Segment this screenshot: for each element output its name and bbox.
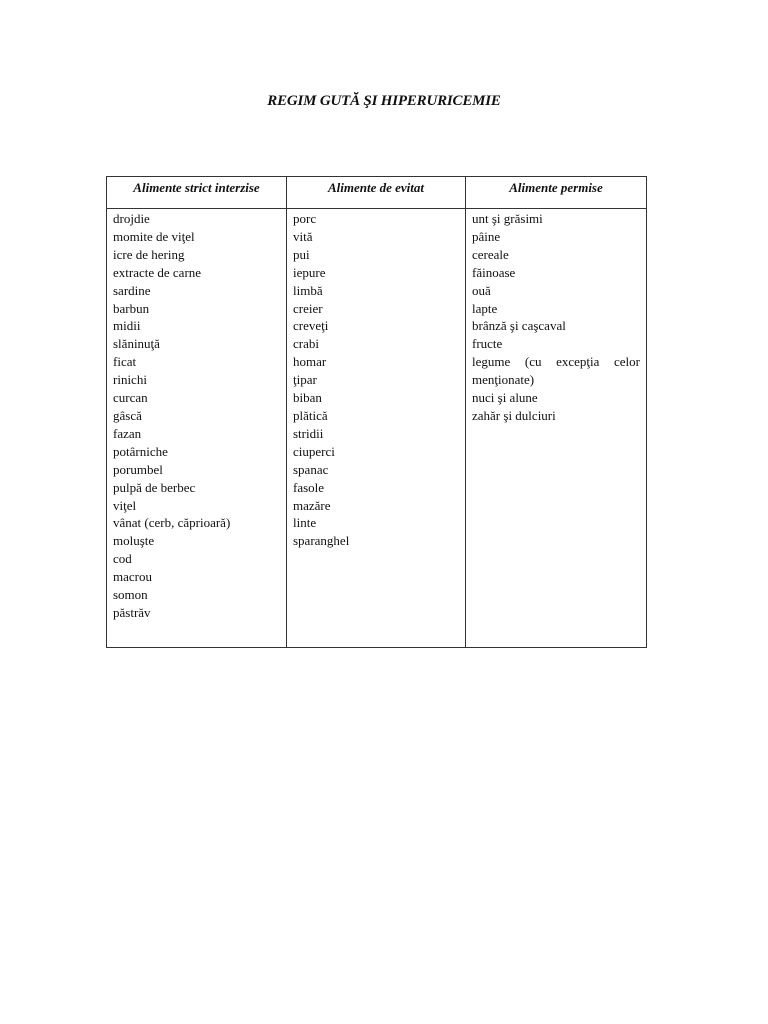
list-item: sardine (113, 282, 151, 298)
list-item: fasole (293, 479, 325, 495)
list-item: midii (113, 318, 141, 334)
allowed-foods-cell (466, 209, 647, 648)
list-item: cod (113, 551, 132, 567)
list-item: ţipar (293, 372, 317, 388)
list-item: zahăr şi dulciuri (472, 407, 556, 423)
list-item: biban (293, 390, 322, 406)
list-item: menţionate) (472, 372, 535, 388)
list-item: fazan (113, 425, 142, 441)
allowed-foods-list (472, 210, 640, 425)
list-item: somon (113, 587, 148, 603)
list-item: legume (cu excepţia celor (472, 354, 640, 370)
list-item: ficat (113, 354, 137, 370)
header-strictly-forbidden: Alimente strict interzise (107, 177, 287, 209)
list-item: unt şi grăsimi (472, 211, 543, 226)
list-item: pulpă de berbec (113, 479, 196, 495)
list-item: linte (293, 515, 317, 531)
list-item: extracte de carne (113, 264, 202, 280)
list-item: creier (293, 300, 323, 316)
header-to-avoid: Alimente de evitat (287, 177, 466, 209)
list-item: păstrăv (113, 604, 151, 620)
forbidden-foods-list (113, 210, 280, 622)
list-item: barbun (113, 300, 150, 316)
table-body-row (107, 209, 647, 648)
list-item: limbă (293, 282, 323, 298)
avoid-foods-list (293, 210, 459, 550)
list-item: ouă (472, 282, 491, 298)
list-item: iepure (293, 264, 326, 280)
header-allowed: Alimente permise (466, 177, 647, 209)
list-item: făinoase (472, 264, 516, 280)
list-item: porumbel (113, 461, 163, 477)
list-item: lapte (472, 300, 498, 316)
list-item: viţel (113, 497, 137, 513)
list-item: curcan (113, 390, 148, 406)
food-table (106, 176, 647, 648)
list-item: slăninuţă (113, 336, 160, 352)
list-item: icre de hering (113, 246, 185, 262)
list-item: spanac (293, 461, 329, 477)
document-title: REGIM GUTĂ ŞI HIPERURICEMIE (267, 93, 501, 109)
list-item: crabi (293, 336, 319, 352)
avoid-foods-cell (287, 209, 466, 648)
list-item: cereale (472, 246, 509, 262)
list-item: gâscă (113, 407, 142, 423)
list-item: brânză şi caşcaval (472, 318, 566, 334)
list-item: creveţi (293, 318, 329, 334)
list-item: macrou (113, 569, 152, 585)
list-item: drojdie (113, 211, 150, 226)
list-item: pâine (472, 228, 501, 244)
list-item: ciuperci (293, 443, 335, 459)
list-item: fructe (472, 336, 503, 352)
list-item: nuci şi alune (472, 390, 538, 406)
list-item: vânat (cerb, căprioară) (113, 515, 231, 531)
forbidden-foods-cell (107, 209, 287, 648)
list-item: sparanghel (293, 533, 350, 549)
table-header-row (107, 177, 647, 209)
list-item: momite de viţel (113, 228, 195, 244)
list-item: porc (293, 211, 317, 226)
list-item: homar (293, 354, 327, 370)
list-item: moluşte (113, 533, 155, 549)
list-item: plătică (293, 407, 328, 423)
list-item: rinichi (113, 372, 147, 388)
list-item: stridii (293, 425, 324, 441)
list-item: pui (293, 246, 310, 262)
list-item: potârniche (113, 443, 168, 459)
list-item: mazăre (293, 497, 331, 513)
list-item: vită (293, 228, 313, 244)
